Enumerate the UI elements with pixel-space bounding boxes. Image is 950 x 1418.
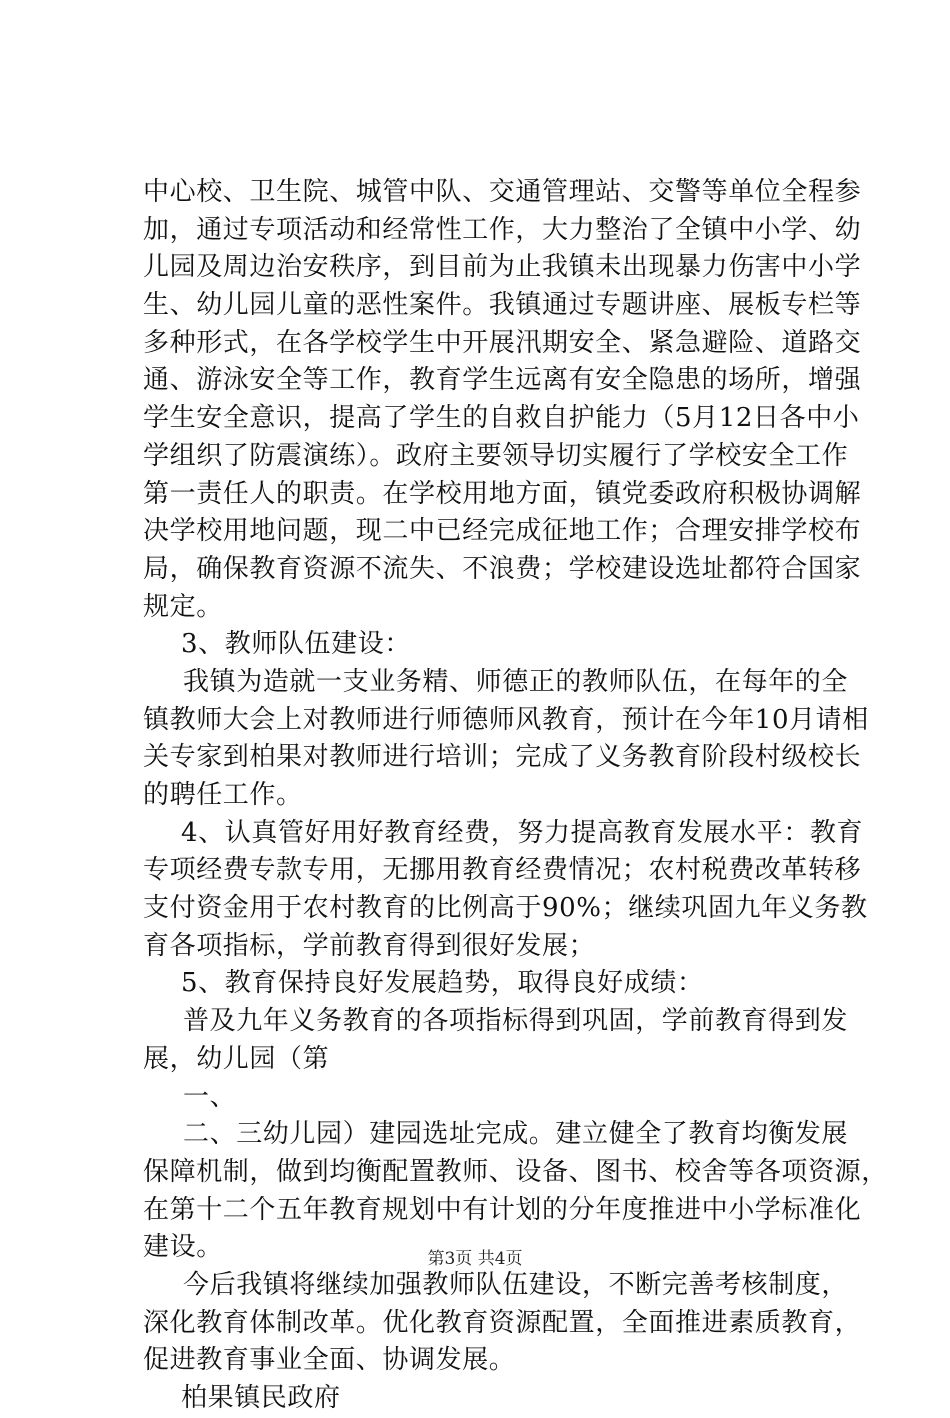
text-line: 专项经费专款专用，无挪用教育经费情况；农村税费改革转移 — [143, 855, 862, 886]
text-line: 建设。 — [143, 1232, 223, 1263]
text-line: 促进教育事业全面、协调发展。 — [143, 1345, 516, 1376]
text-line: 中心校、卫生院、城管中队、交通管理站、交警等单位全程参 — [143, 177, 862, 207]
text-line: 保障机制，做到均衡配置教师、设备、图书、校舍等各项资源， — [143, 1156, 888, 1187]
text-line: 二、三幼儿园）建园选址完成。建立健全了教育均衡发展 — [183, 1119, 849, 1150]
section-heading: 5、教育保持良好发展趋势，取得良好成绩： — [181, 968, 704, 999]
text-line: 关专家到柏果对教师进行培训；完成了义务教育阶段村级校长 — [143, 742, 862, 773]
text-line: 今后我镇将继续加强教师队伍建设，不断完善考核制度， — [183, 1269, 849, 1300]
text-line: 一、 — [183, 1081, 237, 1112]
text-line: 局，确保教育资源不流失、不浪费；学校建设选址都符合国家 — [143, 553, 862, 584]
signature-line: 柏果镇民政府 — [181, 1383, 341, 1413]
text-line: 规定。 — [143, 591, 223, 622]
text-line: 镇教师大会上对教师进行师德师风教育，预计在今年10月请相 — [143, 704, 869, 735]
section-heading: 3、教师队伍建设： — [181, 629, 411, 660]
text-line: 加，通过专项活动和经常性工作，大力整治了全镇中小学、幼 — [143, 214, 862, 245]
text-line: 多种形式，在各学校学生中开展汛期安全、紧急避险、道路交 — [143, 327, 862, 358]
document-body — [143, 174, 888, 1418]
text-line: 支付资金用于农村教育的比例高于90%；继续巩固九年义务教 — [143, 893, 868, 924]
text-line: 在第十二个五年教育规划中有计划的分年度推进中小学标准化 — [143, 1194, 862, 1225]
text-line: 我镇为造就一支业务精、师德正的教师队伍，在每年的全 — [183, 666, 849, 697]
text-line: 通、游泳安全等工作，教育学生远离有安全隐患的场所，增强 — [143, 365, 862, 396]
text-line: 展，幼儿园（第 — [143, 1043, 330, 1074]
text-line: 学组织了防震演练）。政府主要领导切实履行了学校安全工作 — [143, 440, 849, 471]
page-footer — [0, 1244, 950, 1269]
text-line: 生、幼儿园儿童的恶性案件。我镇通过专题讲座、展板专栏等 — [143, 290, 862, 321]
text-line: 儿园及周边治安秩序，到目前为止我镇未出现暴力伤害中小学 — [143, 252, 862, 283]
page-indicator: 第3页 共4页 — [427, 1249, 523, 1269]
text-line: 的聘任工作。 — [143, 780, 303, 810]
text-line: 育各项指标，学前教育得到很好发展； — [143, 930, 596, 961]
text-line: 学生安全意识，提高了学生的自救自护能力（5月12日各中小 — [143, 403, 860, 434]
text-line: 决学校用地问题，现二中已经完成征地工作；合理安排学校布 — [143, 516, 862, 547]
text-line: 深化教育体制改革。优化教育资源配置，全面推进素质教育， — [143, 1307, 862, 1338]
text-line: 普及九年义务教育的各项指标得到巩固，学前教育得到发 — [183, 1006, 849, 1037]
section-heading: 4、认真管好用好教育经费，努力提高教育发展水平：教育 — [181, 817, 864, 848]
text-line: 第一责任人的职责。在学校用地方面，镇党委政府积极协调解 — [143, 478, 862, 509]
